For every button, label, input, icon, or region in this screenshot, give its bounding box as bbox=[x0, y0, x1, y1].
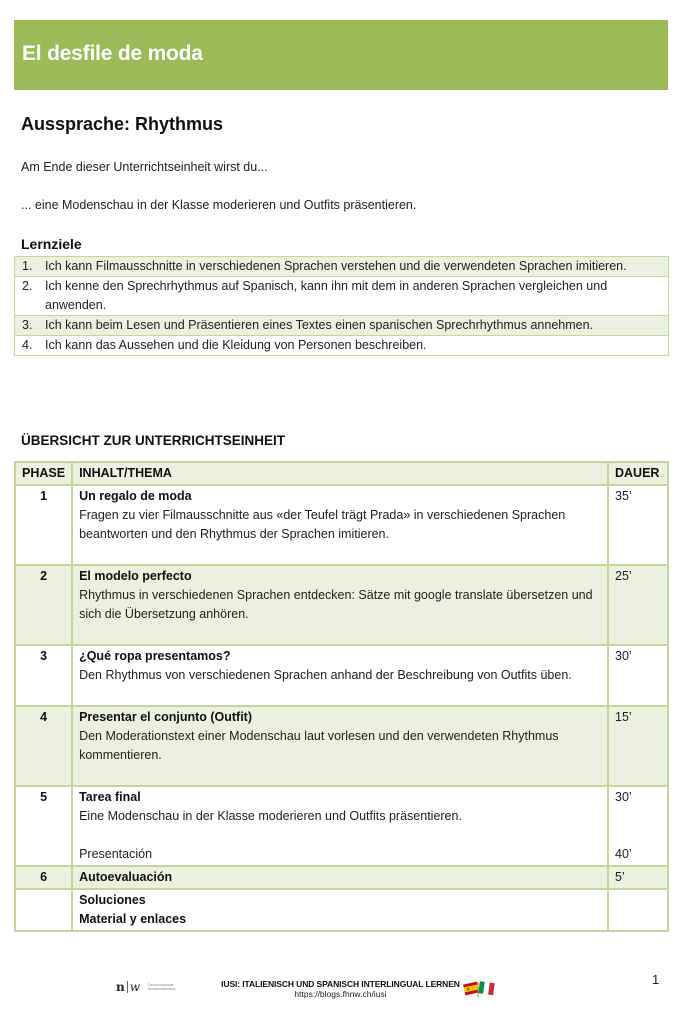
logo-institution-text: Fachhochschule Nordwestschweiz bbox=[148, 983, 176, 991]
header-phase: PHASE bbox=[15, 462, 72, 485]
phase-number: 4 bbox=[15, 706, 72, 786]
phase-number: 5 bbox=[15, 786, 72, 866]
phase-title: Un regalo de moda bbox=[79, 489, 192, 503]
phase-duration-cell bbox=[608, 786, 668, 866]
project-url[interactable]: https://blogs.fhnw.ch/iusi bbox=[294, 989, 387, 999]
goal-text: Ich kenne den Sprechrhythmus auf Spanisch, kann ihn mit dem in anderen Sprachen vergleichen und anwenden. bbox=[45, 279, 608, 312]
project-title: IUSI: ITALIENISCH UND SPANISCH INTERLINGUAL LERNEN bbox=[221, 979, 460, 989]
phase-title: Presentar el conjunto (Outfit) bbox=[79, 710, 253, 724]
table-row bbox=[15, 485, 668, 565]
phase-number: 1 bbox=[15, 485, 72, 565]
phase-duration: 15’ bbox=[608, 706, 668, 786]
logo-mark: n bbox=[116, 980, 125, 994]
phase-number: 6 bbox=[15, 866, 72, 889]
lesson-plan-table bbox=[14, 461, 669, 932]
table-row bbox=[15, 645, 668, 706]
goal-number: 4. bbox=[22, 338, 33, 352]
learning-goals-list bbox=[14, 256, 669, 356]
document-title: El desfile de moda bbox=[22, 42, 203, 65]
phase-title: Tarea final bbox=[79, 790, 141, 804]
fhnw-logo bbox=[116, 980, 182, 994]
phase-duration: 5’ bbox=[608, 866, 668, 889]
phase-number: 2 bbox=[15, 565, 72, 645]
header-duration: DAUER bbox=[608, 462, 668, 485]
title-banner bbox=[14, 20, 668, 90]
goal-text: Ich kann beim Lesen und Präsentieren eines Textes einen spanischen Sprechrhythmus annehmen. bbox=[45, 318, 594, 332]
logo-w: w bbox=[129, 980, 141, 994]
table-row bbox=[15, 889, 668, 931]
project-info bbox=[218, 979, 463, 999]
phase-description: Eine Modenschau in der Klasse moderieren und Outfits präsentieren. bbox=[79, 809, 462, 823]
learning-goal-item bbox=[15, 335, 668, 355]
phase-content bbox=[72, 565, 608, 645]
learning-goal-item bbox=[15, 276, 668, 315]
logo-separator bbox=[127, 981, 128, 993]
page-footer bbox=[0, 972, 689, 1002]
table-row bbox=[15, 565, 668, 645]
solutions-link: Soluciones bbox=[79, 893, 146, 907]
phase-number: 3 bbox=[15, 645, 72, 706]
goal-number: 1. bbox=[22, 259, 33, 273]
goal-text: Ich kann Filmausschnitte in verschiedenen Sprachen verstehen und die verwendeten Sprachen imitieren. bbox=[45, 259, 627, 273]
phase-content bbox=[72, 866, 608, 889]
phase-description: Rhythmus in verschiedenen Sprachen entdecken: Sätze mit google translate übersetzen und sich die Übersetzung anhören. bbox=[79, 588, 593, 621]
intro-line-2: ... eine Modenschau in der Klasse moderieren und Outfits präsentieren. bbox=[21, 198, 417, 212]
section-subtitle: Aussprache: Rhythmus bbox=[21, 114, 224, 134]
phase-content bbox=[72, 706, 608, 786]
phase-duration bbox=[608, 889, 668, 931]
phase-duration: 35’ bbox=[608, 485, 668, 565]
spain-italy-flags-icon bbox=[463, 978, 495, 998]
phase-number bbox=[15, 889, 72, 931]
table-row bbox=[15, 866, 668, 889]
phase-title: Autoevaluación bbox=[79, 870, 173, 884]
phase-title: ¿Qué ropa presentamos? bbox=[79, 649, 231, 663]
phase-duration: 30’ bbox=[608, 645, 668, 706]
learning-goals-heading: Lernziele bbox=[21, 236, 82, 252]
goal-text: Ich kann das Aussehen und die Kleidung von Personen beschreiben. bbox=[45, 338, 427, 352]
phase-content bbox=[72, 786, 608, 866]
goal-number: 3. bbox=[22, 318, 33, 332]
phase-description: Den Rhythmus von verschiedenen Sprachen anhand der Beschreibung von Outfits üben. bbox=[79, 668, 572, 682]
table-header-row bbox=[15, 462, 668, 485]
learning-goal-item bbox=[15, 257, 668, 276]
phase-content bbox=[72, 889, 608, 931]
header-content: INHALT/THEMA bbox=[72, 462, 608, 485]
phase-duration: 30’ bbox=[615, 790, 632, 804]
phase-extra: Presentación bbox=[79, 847, 153, 861]
phase-description: Den Moderationstext einer Modenschau laut vorlesen und den verwendeten Rhythmus kommentieren. bbox=[79, 729, 559, 762]
phase-content bbox=[72, 645, 608, 706]
table-row bbox=[15, 786, 668, 866]
goal-number: 2. bbox=[22, 279, 33, 293]
overview-heading: ÜBERSICHT ZUR UNTERRICHTSEINHEIT bbox=[21, 433, 286, 448]
phase-duration: 25’ bbox=[608, 565, 668, 645]
intro-line-1: Am Ende dieser Unterrichtseinheit wirst du... bbox=[21, 160, 268, 174]
phase-title: El modelo perfecto bbox=[79, 569, 192, 583]
table-row bbox=[15, 706, 668, 786]
page-number: 1 bbox=[652, 972, 660, 987]
learning-goal-item bbox=[15, 315, 668, 335]
phase-extra-duration: 40’ bbox=[615, 847, 632, 861]
phase-description: Fragen zu vier Filmausschnitte aus «der Teufel trägt Prada» in verschiedenen Sprachen beantworten und den Rhythmus der Sprachen imitieren. bbox=[79, 508, 566, 541]
materials-link: Material y enlaces bbox=[79, 912, 187, 926]
phase-content bbox=[72, 485, 608, 565]
